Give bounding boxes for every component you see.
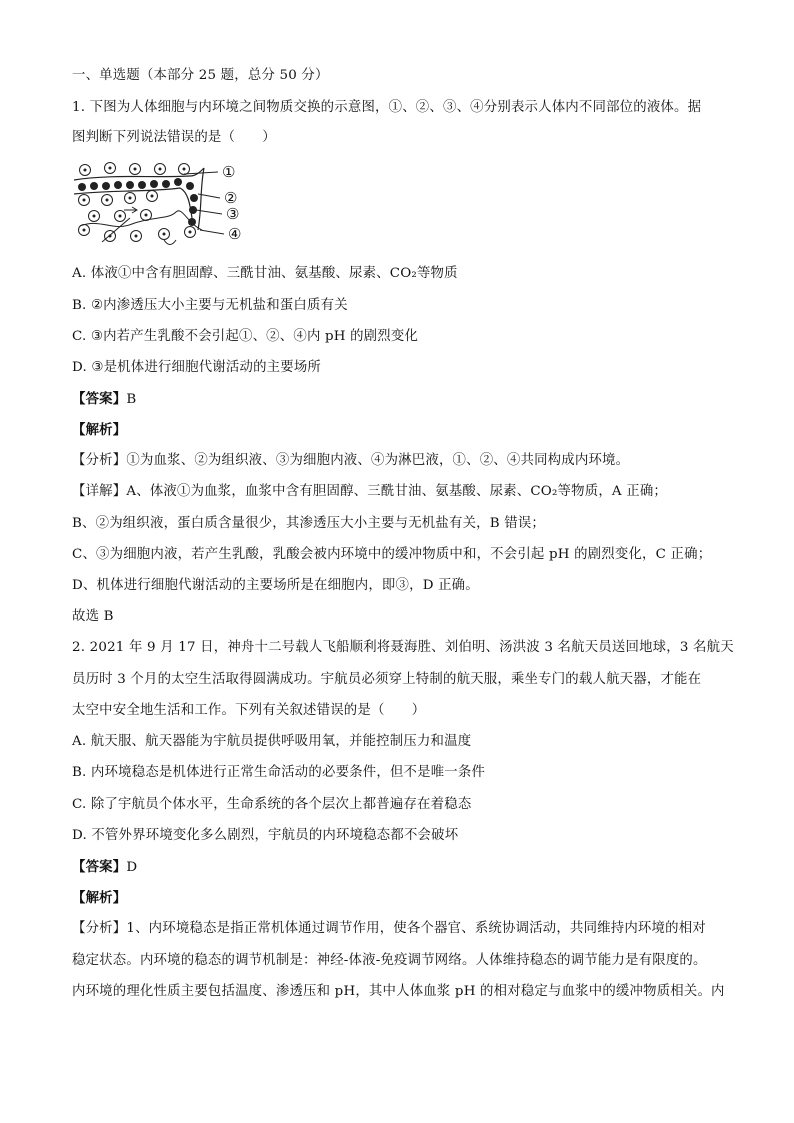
section-title: 一、单选题（本部分 25 题，总分 50 分） <box>72 68 329 83</box>
q1-analysis-tag: 【解析】 <box>72 422 127 438</box>
q2-stem-line: 太空中安全地生活和工作。下列有关叙述错误的是（ ） <box>72 703 426 718</box>
q1-analysis: 【分析】①为血浆、②为组织液、③为细胞内液、④为淋巴液，①、②、④共同构成内环境。 <box>72 453 630 468</box>
q2-option-c: C. 除了宇航员个体水平，生命系统的各个层次上都普遍存在着稳态 <box>72 797 472 812</box>
q2-stem-line: 员历时 3 个月的太空生活取得圆满成功。宇航员必须穿上特制的航天服，乘坐专门的载人航天器，才能在 <box>72 672 702 687</box>
q1-option-c: C. ③内若产生乳酸不会引起①、②、④内 pH 的剧烈变化 <box>72 329 419 344</box>
q1-detail-line: B、②为组织液，蛋白质含量很少，其渗透压大小主要与无机盐有关，B 错误； <box>72 516 546 531</box>
answer-value: B <box>126 392 137 407</box>
q2-analysis-line: 内环境的理化性质主要包括温度、渗透压和 pH，其中人体血浆 pH 的相对稳定与血浆中的缓冲物质相关。内 <box>72 984 725 999</box>
q1-option-b: B. ②内渗透压大小主要与无机盐和蛋白质有关 <box>72 298 348 313</box>
q2-analysis-tag: 【解析】 <box>72 890 127 906</box>
body-fluid-diagram <box>72 158 272 250</box>
q1-option-d: D. ③是机体进行细胞代谢活动的主要场所 <box>72 360 322 375</box>
answer-value: D <box>126 860 138 875</box>
q2-option-b: B. 内环境稳态是机体进行正常生命活动的必要条件，但不是唯一条件 <box>72 765 486 780</box>
q1-conclusion: 故选 B <box>72 609 114 624</box>
label-3: ③ <box>226 205 240 223</box>
label-2: ② <box>224 189 238 207</box>
q2-option-d: D. 不管外界环境变化多么剧烈，宇航员的内环境稳态都不会破坏 <box>72 828 459 843</box>
label-1: ① <box>222 163 236 181</box>
q2-stem-line: 2. 2021 年 9 月 17 日，神舟十二号载人飞船顺利将聂海胜、刘伯明、汤洪波 3 名航天员送回地球，3 名航天 <box>72 640 734 655</box>
q1-stem-line1: 1. 下图为人体细胞与内环境之间物质交换的示意图，①、②、③、④分别表示人体内不同部位的液体。据 <box>72 100 702 115</box>
q2-option-a: A. 航天服、航天器能为宇航员提供呼吸用氧，并能控制压力和温度 <box>72 734 472 749</box>
q2-analysis-line: 稳定状态。内环境的稳态的调节机制是：神经-体液-免疫调节网络。人体维持稳态的调节能力是有限度的。 <box>72 953 707 968</box>
q1-detail-line: C、③为细胞内液，若产生乳酸，乳酸会被内环境中的缓冲物质中和，不会引起 pH 的剧烈变化，C 正确； <box>72 547 712 562</box>
q2-analysis-line: 【分析】1、内环境稳态是指正常机体通过调节作用，使各个器官、系统协调活动，共同维持内环境的相对 <box>72 921 706 936</box>
q1-detail-line: 【详解】A、体液①为血浆，血浆中含有胆固醇、三酰甘油、氨基酸、尿素、CO₂等物质，A 正确； <box>72 484 668 499</box>
q1-answer <box>72 389 732 410</box>
q1-detail-line: D、机体进行细胞代谢活动的主要场所是在细胞内，即③，D 正确。 <box>72 578 479 593</box>
answer-tag: 【答案】 <box>72 391 127 407</box>
q1-option-a: A. 体液①中含有胆固醇、三酰甘油、氨基酸、尿素、CO₂等物质 <box>72 266 458 281</box>
q1-stem-line2: 图判断下列说法错误的是（ ） <box>72 130 276 145</box>
label-4: ④ <box>228 225 242 243</box>
answer-tag: 【答案】 <box>72 859 127 875</box>
q2-answer <box>72 857 732 878</box>
